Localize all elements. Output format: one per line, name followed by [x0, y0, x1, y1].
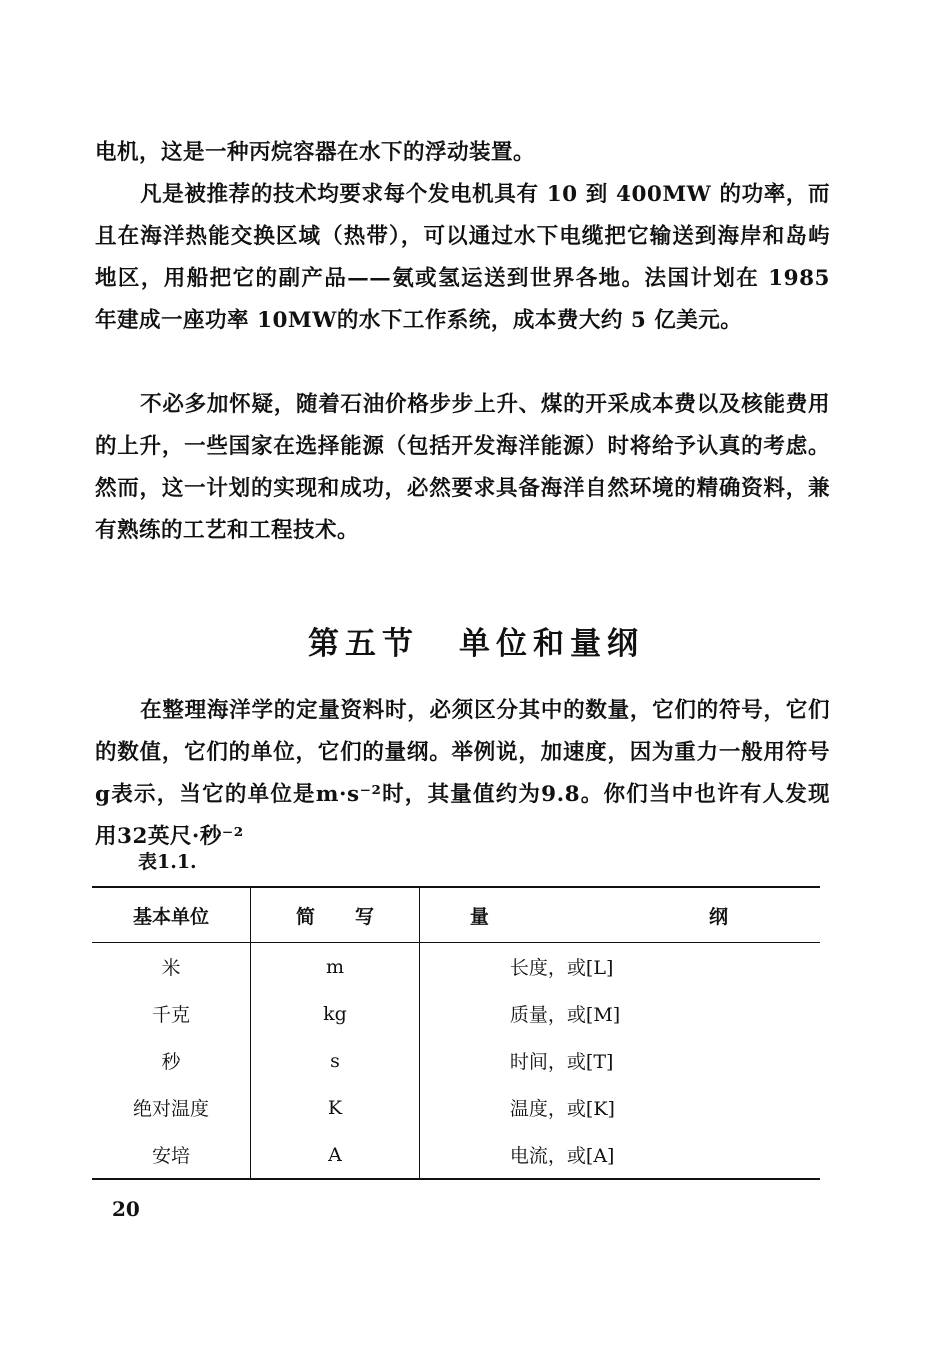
table-caption: 表1.1.	[138, 851, 197, 873]
cell-unit: 米	[92, 943, 251, 991]
table-row	[92, 1131, 820, 1179]
table-row	[92, 1084, 820, 1131]
section-number: 第五节	[308, 626, 419, 662]
header-base-unit: 基本单位	[92, 887, 251, 943]
cell-unit: 安培	[92, 1131, 251, 1179]
cell-dim: 长度，或[L]	[509, 957, 614, 979]
page-number: 20	[112, 1197, 140, 1221]
table-header-row	[92, 887, 820, 943]
cell-unit: 秒	[92, 1037, 251, 1084]
paragraph-energy-outlook: 不必多加怀疑，随着石油价格步步上升、煤的开采成本费以及核能费用的上升，一些国家在选择能源（包括开发海洋能源）时将给予认真的考虑。然而，这一计划的实现和成功，必然要求具备海洋自然环境的精确资料，兼有熟练的工艺和工程技术。	[95, 392, 830, 543]
cell-abbr: m	[251, 943, 420, 991]
header-dimension: 量 纲	[419, 887, 820, 943]
cell-dim: 质量，或[M]	[509, 1004, 621, 1026]
table-row	[92, 990, 820, 1037]
table-row	[92, 1037, 820, 1084]
paragraph-continuation: 电机，这是一种丙烷容器在水下的浮动装置。	[95, 140, 536, 165]
paragraph-units-intro: 在整理海洋学的定量资料时，必须区分其中的数量，它们的符号，它们的数值，它们的单位，它们的量纲。举例说，加速度，因为重力一般用符号g表示，当它的单位是m·s⁻²时，其量值约为9.8。你们当中也许有人发现用32英尺·秒⁻²	[95, 698, 830, 849]
cell-dim: 电流，或[A]	[419, 1131, 820, 1179]
cell-abbr: kg	[251, 990, 420, 1037]
cell-abbr: s	[251, 1037, 420, 1084]
table-row	[92, 943, 820, 991]
section-heading	[0, 618, 952, 663]
cell-dim: 时间，或[T]	[509, 1051, 614, 1073]
cell-abbr: K	[251, 1084, 420, 1131]
cell-unit: 绝对温度	[92, 1084, 251, 1131]
section-title: 单位和量纲	[459, 626, 644, 662]
cell-unit: 千克	[92, 990, 251, 1037]
header-abbreviation: 简 写	[251, 887, 420, 943]
cell-abbr: A	[251, 1131, 420, 1179]
paragraph-power-output: 凡是被推荐的技术均要求每个发电机具有 10 到 400MW 的功率，而且在海洋热能交换区域（热带），可以通过水下电缆把它输送到海岸和岛屿地区，用船把它的副产品——氨或氢运送到世界各地。法国计划在 1985 年建成一座功率 10MW的水下工作系统，成本费大约 5 亿美元。	[95, 182, 830, 333]
base-units-table	[92, 886, 820, 1180]
cell-dim: 温度，或[K]	[509, 1098, 615, 1120]
